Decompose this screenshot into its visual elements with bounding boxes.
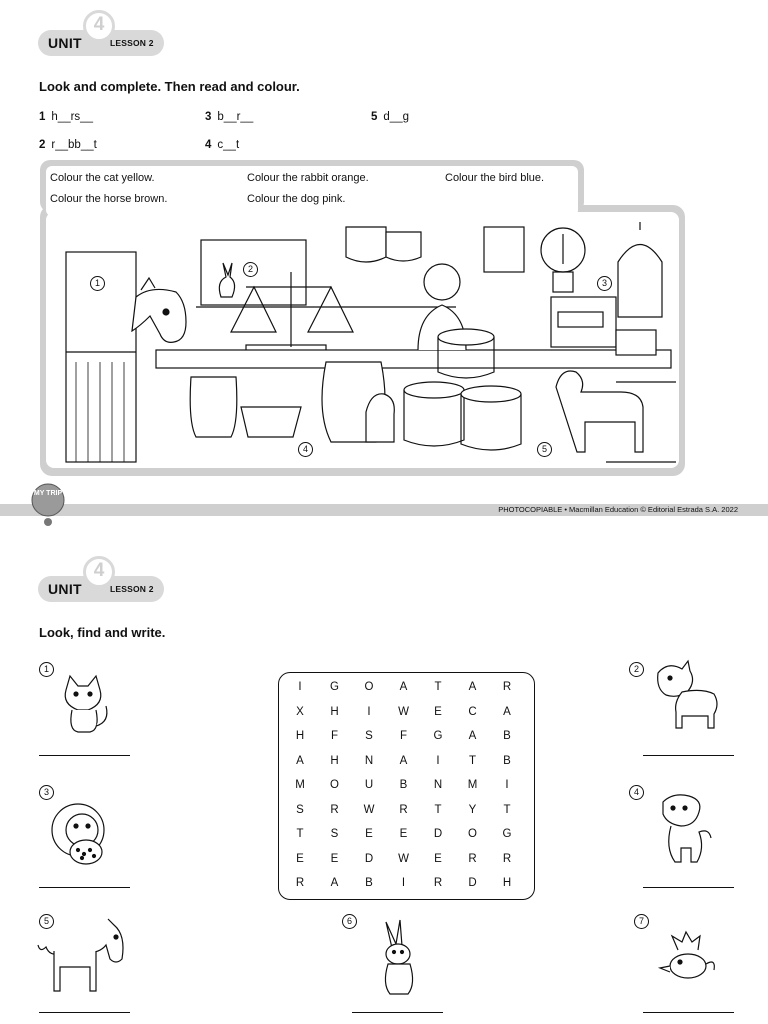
word-search-letter[interactable]: E bbox=[434, 852, 442, 865]
word-search-letter[interactable]: A bbox=[468, 730, 477, 742]
word-search-letter[interactable]: D bbox=[468, 877, 477, 889]
word-search-letter[interactable]: E bbox=[399, 828, 408, 840]
hamster-icon bbox=[44, 796, 124, 876]
word-search-letter[interactable]: E bbox=[296, 852, 304, 865]
logo-text: MY TRIP bbox=[33, 490, 63, 497]
picture-number: 3 bbox=[39, 785, 54, 800]
word-search-letter[interactable]: T bbox=[503, 803, 511, 816]
answer-line[interactable] bbox=[39, 1012, 130, 1013]
word-search-letter[interactable]: W bbox=[398, 852, 409, 865]
cash-register bbox=[551, 297, 616, 347]
word-search-letter[interactable]: B bbox=[399, 779, 408, 791]
dog-icon bbox=[556, 371, 643, 452]
word-search-letter[interactable]: A bbox=[330, 877, 339, 889]
word-search-letter[interactable]: E bbox=[330, 852, 339, 865]
horse-icon bbox=[38, 915, 138, 995]
exercise-1 bbox=[39, 111, 93, 123]
word-search-grid bbox=[278, 672, 535, 900]
picture-number: 6 bbox=[342, 914, 357, 929]
answer-line[interactable] bbox=[643, 1012, 734, 1013]
word-search-letter[interactable]: G bbox=[433, 730, 443, 742]
answer-line[interactable] bbox=[643, 755, 734, 756]
answer-line[interactable] bbox=[643, 887, 734, 888]
word-search-letter[interactable]: N bbox=[433, 779, 443, 791]
rabbit-icon bbox=[374, 918, 434, 998]
counter bbox=[156, 350, 671, 368]
picture-number: 2 bbox=[629, 662, 644, 677]
word-search-letter[interactable]: O bbox=[364, 681, 374, 693]
word-search-letter[interactable]: R bbox=[502, 852, 512, 865]
scene-number: 4 bbox=[298, 442, 313, 457]
word-search-letter[interactable]: I bbox=[298, 681, 302, 693]
answer-line[interactable] bbox=[39, 755, 130, 756]
answer-line[interactable] bbox=[352, 1012, 443, 1013]
colour-instruction: Colour the rabbit orange. bbox=[247, 172, 369, 184]
unit-number: 4 bbox=[93, 560, 105, 581]
word-search-letter[interactable]: I bbox=[436, 754, 440, 767]
answer-line[interactable] bbox=[39, 887, 130, 888]
exercise-3 bbox=[205, 111, 253, 123]
word-search-letter[interactable]: A bbox=[399, 754, 408, 767]
word-search-letter[interactable]: F bbox=[399, 730, 408, 742]
word-search-letter[interactable]: H bbox=[330, 705, 339, 718]
exercise-text: b__r__ bbox=[217, 111, 254, 123]
word-search-letter[interactable]: R bbox=[295, 877, 305, 889]
shop-scene-illustration bbox=[46, 212, 679, 468]
word-search-letter[interactable]: M bbox=[467, 779, 478, 791]
word-search-letter[interactable]: F bbox=[330, 730, 339, 742]
instruction-bottom: Look, find and write. bbox=[39, 625, 166, 640]
shopkeeper-head bbox=[424, 264, 460, 300]
exercise-text: h__rs__ bbox=[51, 111, 93, 123]
picture-number: 1 bbox=[39, 662, 54, 677]
cat-icon bbox=[48, 668, 118, 738]
sack bbox=[190, 377, 237, 437]
scene-number: 1 bbox=[90, 276, 105, 291]
word-search-letter[interactable]: T bbox=[434, 681, 442, 693]
telephone-icon bbox=[616, 330, 656, 355]
word-search-letter[interactable]: R bbox=[502, 681, 512, 693]
unit-number: 4 bbox=[93, 14, 105, 35]
bird-icon bbox=[650, 930, 720, 990]
word-search-letter[interactable]: O bbox=[468, 828, 477, 840]
word-search-letter[interactable]: R bbox=[399, 803, 408, 816]
unit-badge-top bbox=[38, 14, 164, 56]
footer-copyright: PHOTOCOPIABLE • Macmillan Education © Editorial Estrada S.A. 2022 bbox=[498, 505, 738, 514]
rabbit-icon bbox=[219, 263, 234, 297]
picture-number: 5 bbox=[39, 914, 54, 929]
word-search-letter[interactable]: B bbox=[503, 754, 511, 767]
word-search-letter[interactable]: A bbox=[503, 705, 511, 718]
unit-label: UNIT bbox=[48, 35, 82, 51]
barrel bbox=[404, 382, 464, 398]
exercise-number: 2 bbox=[39, 139, 46, 151]
scene-number: 5 bbox=[537, 442, 552, 457]
word-search-letter[interactable]: I bbox=[367, 705, 371, 718]
exercise-2 bbox=[39, 139, 97, 151]
unit-label: UNIT bbox=[48, 581, 82, 597]
word-search-letter[interactable]: U bbox=[364, 779, 374, 791]
word-search-letter[interactable]: D bbox=[364, 852, 374, 865]
word-search-letter[interactable]: H bbox=[295, 730, 305, 742]
word-search-letter[interactable]: H bbox=[330, 754, 339, 767]
word-search-letter[interactable]: H bbox=[502, 877, 512, 889]
word-search-letter[interactable]: I bbox=[401, 877, 406, 889]
word-search-letter[interactable]: O bbox=[330, 779, 339, 791]
colour-instruction: Colour the horse brown. bbox=[50, 193, 168, 205]
word-search-letter[interactable]: I bbox=[505, 779, 509, 791]
bird-cage bbox=[618, 245, 662, 318]
scene-number: 3 bbox=[597, 276, 612, 291]
exercise-4 bbox=[205, 139, 239, 151]
word-search-letter[interactable]: E bbox=[365, 828, 373, 840]
colour-instruction: Colour the bird blue. bbox=[445, 172, 545, 184]
word-search-letter[interactable]: X bbox=[296, 705, 304, 718]
scene-number: 2 bbox=[243, 262, 258, 277]
word-search-letter[interactable]: W bbox=[363, 803, 375, 816]
exercise-text: d__g bbox=[383, 111, 409, 123]
exercise-number: 3 bbox=[205, 111, 212, 123]
word-search-letter[interactable]: D bbox=[433, 828, 443, 840]
instruction-top: Look and complete. Then read and colour. bbox=[39, 79, 300, 94]
word-search-letter[interactable]: N bbox=[364, 754, 374, 767]
barrel bbox=[461, 386, 521, 402]
colour-instruction: Colour the cat yellow. bbox=[50, 172, 155, 184]
exercise-number: 1 bbox=[39, 111, 46, 123]
colour-instruction: Colour the dog pink. bbox=[247, 193, 346, 205]
lesson-label: LESSON 2 bbox=[110, 584, 154, 594]
word-search-letter[interactable]: A bbox=[468, 681, 477, 693]
word-search-letter[interactable]: S bbox=[330, 828, 339, 840]
word-search-letter[interactable]: R bbox=[468, 852, 477, 865]
word-search-letter[interactable]: G bbox=[330, 681, 339, 693]
word-search-letter[interactable]: S bbox=[296, 803, 304, 816]
picture-number: 7 bbox=[634, 914, 649, 929]
exercise-5 bbox=[371, 111, 409, 123]
word-search-letter[interactable]: B bbox=[503, 730, 511, 742]
word-search-letter[interactable]: A bbox=[296, 754, 304, 767]
word-search-letter[interactable]: W bbox=[398, 705, 409, 718]
goat-icon bbox=[648, 658, 728, 733]
cat-icon bbox=[366, 394, 394, 442]
word-search-letter[interactable]: T bbox=[296, 828, 304, 840]
word-search-letter[interactable]: R bbox=[433, 877, 443, 889]
exercise-text: c__t bbox=[217, 139, 240, 151]
unit-badge-bottom bbox=[38, 560, 164, 602]
word-search-letter[interactable]: T bbox=[468, 754, 477, 767]
word-search-letter[interactable]: S bbox=[365, 730, 373, 742]
word-search-letter[interactable]: E bbox=[434, 705, 442, 718]
horse-icon bbox=[132, 289, 186, 342]
exercise-number: 5 bbox=[371, 111, 378, 123]
word-search-letter[interactable]: A bbox=[399, 681, 408, 693]
word-search-letter[interactable]: G bbox=[502, 828, 512, 840]
dog-icon bbox=[655, 788, 725, 868]
exercise-text: r__bb__t bbox=[51, 139, 97, 151]
word-search-letter[interactable]: M bbox=[295, 779, 305, 791]
word-search-letter[interactable]: R bbox=[330, 803, 339, 816]
word-search-letter[interactable]: Y bbox=[468, 803, 477, 816]
lesson-label: LESSON 2 bbox=[110, 38, 154, 48]
exercise-number: 4 bbox=[205, 139, 212, 151]
my-trip-logo bbox=[31, 482, 65, 526]
word-search-letter[interactable]: T bbox=[434, 803, 442, 816]
word-search-letter[interactable]: C bbox=[468, 705, 477, 718]
word-search-letter[interactable]: B bbox=[365, 877, 373, 889]
picture-number: 4 bbox=[629, 785, 644, 800]
